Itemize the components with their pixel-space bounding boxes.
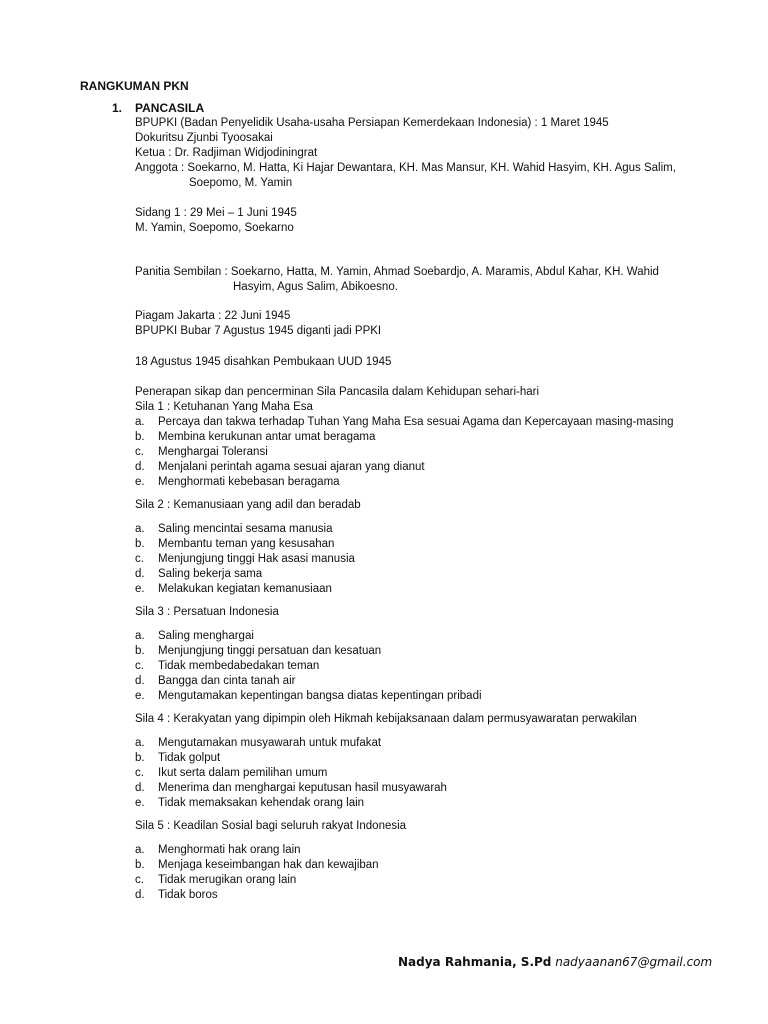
list-marker: c. xyxy=(135,446,144,458)
list-marker: a. xyxy=(135,523,145,535)
list-item: Melakukan kegiatan kemanusiaan xyxy=(158,583,332,595)
list-item: Mengutamakan kepentingan bangsa diatas kepentingan pribadi xyxy=(158,690,482,702)
text-line: Hasyim, Agus Salim, Abikoesno. xyxy=(233,281,398,293)
list-item: Saling bekerja sama xyxy=(158,568,263,580)
list-marker: a. xyxy=(135,630,145,642)
list-marker: e. xyxy=(135,583,145,595)
list-item: Ikut serta dalam pemilihan umum xyxy=(158,767,328,779)
list-item: Menjalani perintah agama sesuai ajaran yang dianut xyxy=(158,461,425,473)
list-item: Tidak golput xyxy=(158,752,221,764)
section-number: 1. xyxy=(112,101,123,115)
list-item: Menghormati hak orang lain xyxy=(158,844,301,856)
list-marker: a. xyxy=(135,844,145,856)
list-item: Percaya dan takwa terhadap Tuhan Yang Maha Esa sesuai Agama dan Kepercayaan masing-masing xyxy=(158,416,674,428)
list-marker: d. xyxy=(135,568,145,580)
list-item: Menghargai Toleransi xyxy=(158,446,268,458)
text-line: Soepomo, M. Yamin xyxy=(189,177,293,189)
text-line: M. Yamin, Soepomo, Soekarno xyxy=(135,222,294,234)
document-title: RANGKUMAN PKN xyxy=(80,79,189,93)
text-line: BPUPKI Bubar 7 Agustus 1945 diganti jadi PPKI xyxy=(135,325,382,337)
list-marker: d. xyxy=(135,675,145,687)
list-marker: b. xyxy=(135,859,145,871)
list-marker: a. xyxy=(135,737,145,749)
sila-heading: Sila 4 : Kerakyatan yang dipimpin oleh Hikmah kebijaksanaan dalam permusyawaratan perwakilan xyxy=(135,713,637,725)
text-line: Dokuritsu Zjunbi Tyoosakai xyxy=(135,132,273,144)
list-marker: c. xyxy=(135,660,144,672)
text-line: Penerapan sikap dan pencerminan Sila Pancasila dalam Kehidupan sehari-hari xyxy=(135,386,540,398)
list-item: Mengutamakan musyawarah untuk mufakat xyxy=(158,737,382,749)
text-line: Piagam Jakarta : 22 Juni 1945 xyxy=(135,310,291,322)
list-marker: e. xyxy=(135,476,145,488)
list-item: Menjaga keseimbangan hak dan kewajiban xyxy=(158,859,379,871)
list-item: Menerima dan menghargai keputusan hasil musyawarah xyxy=(158,782,447,794)
list-item: Saling mencintai sesama manusia xyxy=(158,523,333,535)
list-marker: c. xyxy=(135,874,144,886)
list-item: Membina kerukunan antar umat beragama xyxy=(158,431,376,443)
text-line: Panitia Sembilan : Soekarno, Hatta, M. Yamin, Ahmad Soebardjo, A. Maramis, Abdul Kahar, KH. Wahid xyxy=(135,266,659,278)
list-item: Tidak merugikan orang lain xyxy=(158,874,297,886)
list-marker: a. xyxy=(135,416,145,428)
list-item: Menghormati kebebasan beragama xyxy=(158,476,340,488)
sila-heading: Sila 3 : Persatuan Indonesia xyxy=(135,606,279,618)
text-line: BPUPKI (Badan Penyelidik Usaha-usaha Persiapan Kemerdekaan Indonesia) : 1 Maret 1945 xyxy=(135,117,609,129)
list-marker: e. xyxy=(135,797,145,809)
list-item: Tidak boros xyxy=(158,889,218,901)
text-line: Ketua : Dr. Radjiman Widjodiningrat xyxy=(135,147,318,159)
list-marker: c. xyxy=(135,767,144,779)
author-name: Nadya Rahmania, S.Pd xyxy=(398,955,552,969)
list-marker: b. xyxy=(135,645,145,657)
sila-heading: Sila 2 : Kemanusiaan yang adil dan beradab xyxy=(135,499,361,511)
sila-heading: Sila 5 : Keadilan Sosial bagi seluruh rakyat Indonesia xyxy=(135,820,407,832)
list-marker: c. xyxy=(135,553,144,565)
text-line: 18 Agustus 1945 disahkan Pembukaan UUD 1945 xyxy=(135,356,392,368)
section-title: PANCASILA xyxy=(135,101,205,115)
list-item: Membantu teman yang kesusahan xyxy=(158,538,335,550)
list-marker: d. xyxy=(135,461,145,473)
list-marker: b. xyxy=(135,538,145,550)
list-marker: b. xyxy=(135,752,145,764)
list-item: Bangga dan cinta tanah air xyxy=(158,675,296,687)
list-item: Menjungjung tinggi Hak asasi manusia xyxy=(158,553,355,565)
text-line: Anggota : Soekarno, M. Hatta, Ki Hajar Dewantara, KH. Mas Mansur, KH. Wahid Hasyim, KH. Agus Salim, xyxy=(135,162,676,174)
text-line: Sidang 1 : 29 Mei – 1 Juni 1945 xyxy=(135,207,297,219)
list-item: Menjungjung tinggi persatuan dan kesatuan xyxy=(158,645,382,657)
page-footer xyxy=(398,955,712,969)
list-item: Saling menghargai xyxy=(158,630,254,642)
list-marker: d. xyxy=(135,889,145,901)
list-item: Tidak memaksakan kehendak orang lain xyxy=(158,797,365,809)
author-email: nadyaanan67@gmail.com xyxy=(555,955,713,969)
sila-heading: Sila 1 : Ketuhanan Yang Maha Esa xyxy=(135,401,313,413)
list-marker: e. xyxy=(135,690,145,702)
list-item: Tidak membedabedakan teman xyxy=(158,660,320,672)
list-marker: d. xyxy=(135,782,145,794)
list-marker: b. xyxy=(135,431,145,443)
